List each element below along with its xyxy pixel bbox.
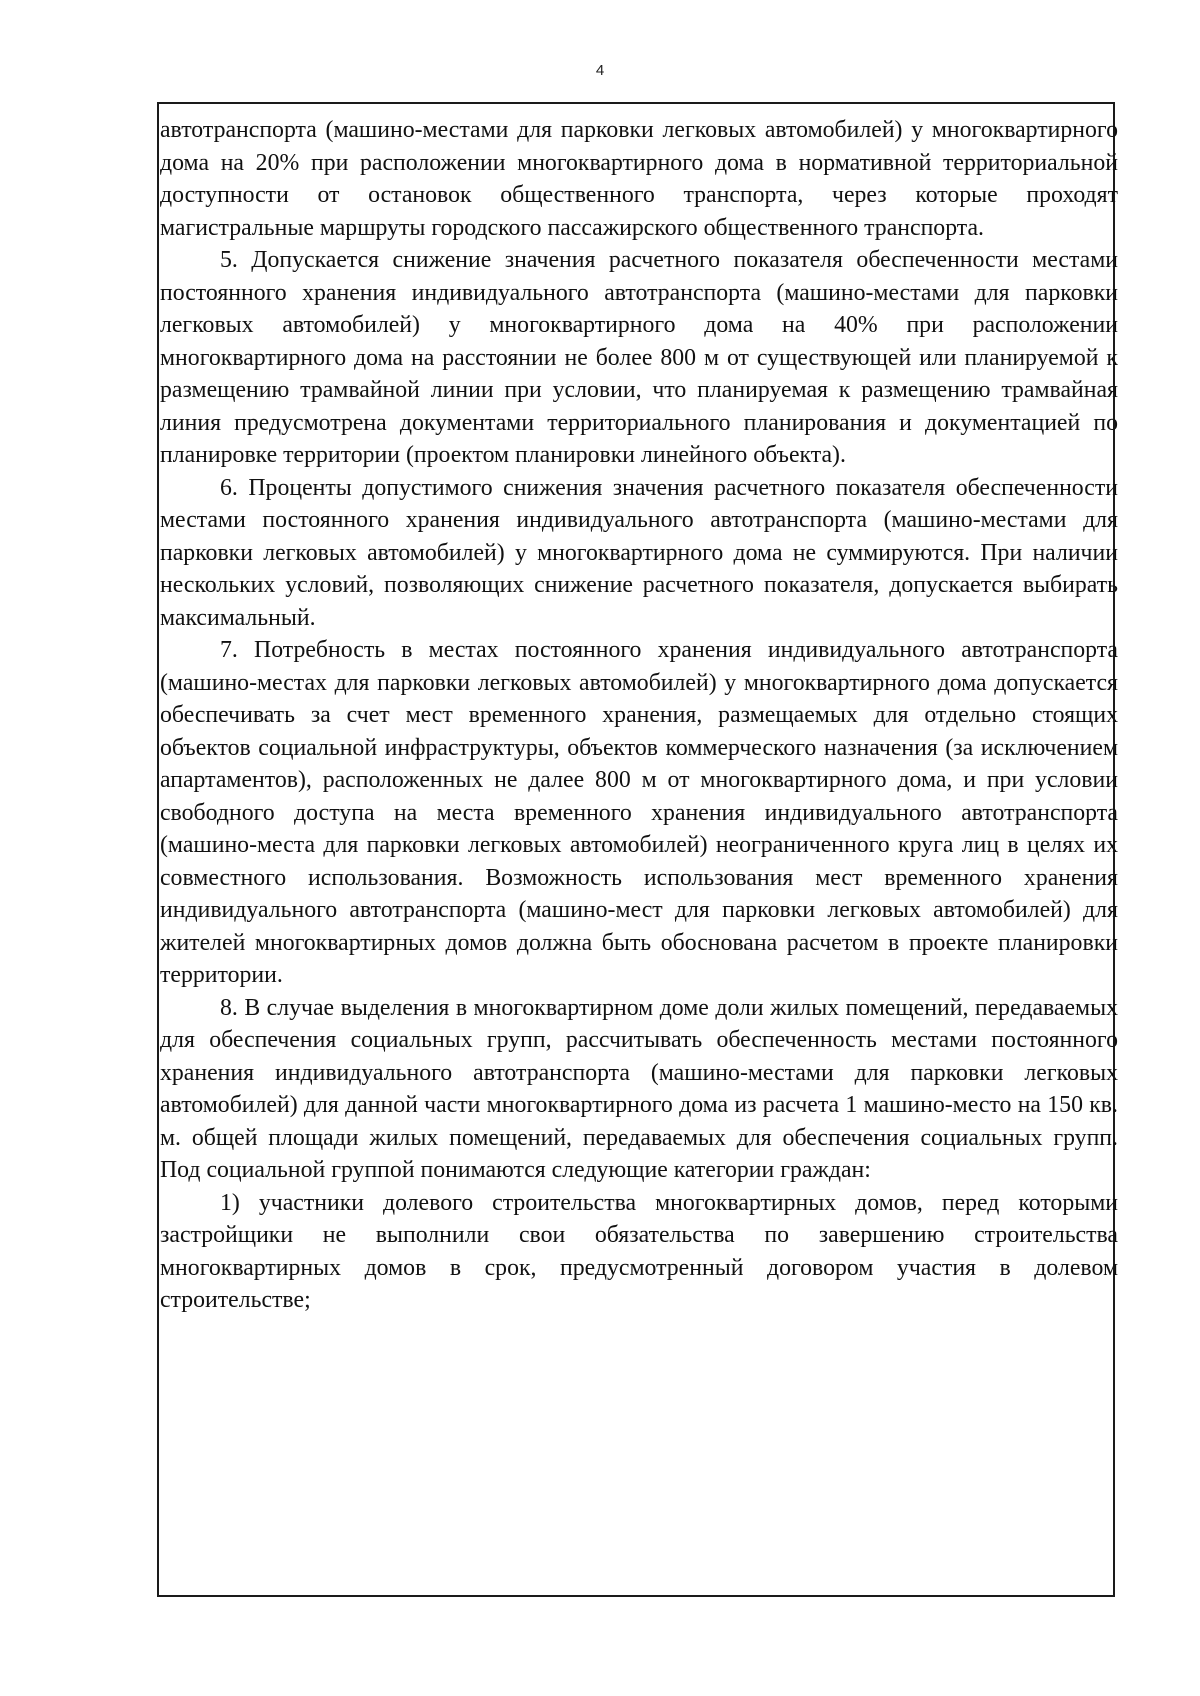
paragraph-8: 8. В случае выделения в многоквартирном доме доли жилых помещений, передаваемых для обеспечения социальных групп, рассчитывать обеспеченность местами постоянного хранения индивидуального автотранспорта (машино-местами для парковки легковых автомобилей) для данной части многоквартирного дома из расчета 1 машино-место на 150 кв. м. общей площади жилых помещений, передаваемых для обеспечения социальных групп. Под социальной группой понимаются следующие категории граждан: [160,994,1118,1183]
paragraph-6: 6. Проценты допустимого снижения значения расчетного показателя обеспеченности местами постоянного хранения индивидуального автотранспорта (машино-местами для парковки легковых автомобилей) у многоквартирного дома не суммируются. При наличии нескольких условий, позволяющих снижение расчетного показателя, допускается выбирать максимальный. [160,474,1118,631]
page-number: 4 [595,62,605,79]
document-body [160,114,1118,1317]
list-item-1: 1) участники долевого строительства многоквартирных домов, перед которыми застройщики не выполнили свои обязательства по завершению строительства многоквартирных домов в срок, предусмотренный договором участия в долевом строительстве; [160,1189,1118,1313]
paragraph-continuation: автотранспорта (машино-местами для парковки легковых автомобилей) у многоквартирного дома на 20% при расположении многоквартирного дома в нормативной территориальной доступности от остановок общественного транспорта, через которые проходят магистральные маршруты городского пассажирского общественного транспорта. [160,117,1118,241]
paragraph-7: 7. Потребность в местах постоянного хранения индивидуального автотранспорта (машино-местах для парковки легковых автомобилей) у многоквартирного дома допускается обеспечивать за счет мест временного хранения, размещаемых для отдельно стоящих объектов социальной инфраструктуры, объектов коммерческого назначения (за исключением апартаментов), расположенных не далее 800 м от многоквартирного дома, и при условии свободного доступа на места временного хранения индивидуального автотранспорта (машино-места для парковки легковых автомобилей) неограниченного круга лиц в целях их совместного использования. Возможность использования мест временного хранения индивидуального автотранспорта (машино-мест для парковки легковых автомобилей) для жителей многоквартирных домов должна быть обоснована расчетом в проекте планировки территории. [160,637,1118,988]
paragraph-5: 5. Допускается снижение значения расчетного показателя обеспеченности местами постоянного хранения индивидуального автотранспорта (машино-местами для парковки легковых автомобилей) у многоквартирного дома на 40% при расположении многоквартирного дома на расстоянии не более 800 м от существующей или планируемой к размещению трамвайной линии при условии, что планируемая к размещению трамвайная линия предусмотрена документами территориального планирования и документацией по планировке территории (проектом планировки линейного объекта). [160,247,1118,468]
